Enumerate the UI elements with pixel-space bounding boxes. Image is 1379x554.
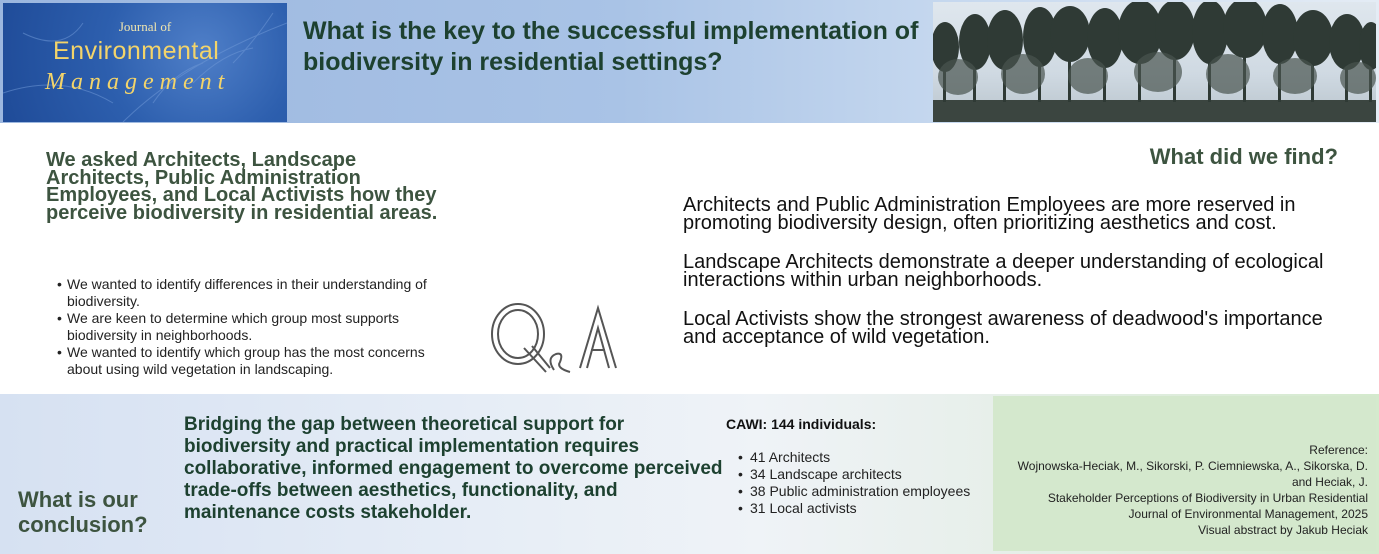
survey-intro-heading: We asked Architects, Landscape Architects, Public Administration Employees, and Local Activists how they perceive biodiversity in residential areas.	[46, 149, 438, 224]
main-question: What is the key to the successful implementation of biodiversity in residential settings?	[303, 17, 919, 76]
list-item: • We wanted to identify differences in their understanding of biodiversity.	[57, 276, 437, 309]
tree-icon	[933, 2, 1376, 122]
findings-list	[683, 194, 1343, 368]
journal-environmental: Environmental	[53, 37, 220, 65]
list-item: • We are keen to determine which group most supports biodiversity in neighborhoods.	[57, 310, 437, 343]
conclusion-text: Bridging the gap between theoretical support for biodiversity and practical implementation requires collaborative, informed engagement to overcome perceived trade-offs between aesthetics, functionality, and maintenance costs stakeholder.	[184, 414, 723, 523]
list-item: • 34 Landscape architects	[738, 466, 970, 483]
survey-goals-list	[57, 276, 437, 378]
cawi-list	[738, 449, 970, 517]
list-item: • 38 Public administration employees	[738, 483, 970, 500]
tree-silhouette-image	[933, 2, 1376, 122]
reference-authors: Wojnowska-Heciak, M., Sikorski, P. Ciemniewska, A., Sikorska, D. and Heciak, J.	[1017, 459, 1368, 489]
findings-title: What did we find?	[1149, 144, 1338, 169]
journal-management: Management	[45, 69, 231, 95]
list-item: • 41 Architects	[738, 449, 970, 466]
cawi-title: CAWI: 144 individuals:	[726, 416, 877, 432]
reference-journal: Journal of Environmental Management, 2025	[1128, 507, 1368, 521]
reference-credit: Visual abstract by Jakub Heciak	[1198, 523, 1368, 537]
list-item: • 31 Local activists	[738, 500, 970, 517]
finding-item: Architects and Public Administration Employees are more reserved in promoting biodiversity design, often prioritizing aesthetics and cost.	[683, 194, 1296, 234]
reference-box	[993, 396, 1376, 551]
conclusion-question: What is our conclusion?	[18, 487, 148, 537]
finding-item: Local Activists show the strongest awareness of deadwood's importance and acceptance of wild vegetation.	[683, 308, 1323, 348]
finding-item: Landscape Architects demonstrate a deeper understanding of ecological interactions within urban neighborhoods.	[683, 251, 1324, 291]
journal-of: Journal of	[118, 19, 172, 34]
list-item: • We wanted to identify which group has the most concerns about using wild vegetation in landscaping.	[57, 344, 437, 377]
q-and-a-icon	[488, 298, 628, 378]
reference-label: Reference:	[1309, 443, 1368, 457]
journal-cover	[3, 3, 287, 122]
reference-title: Stakeholder Perceptions of Biodiversity in Urban Residential	[1047, 491, 1368, 505]
